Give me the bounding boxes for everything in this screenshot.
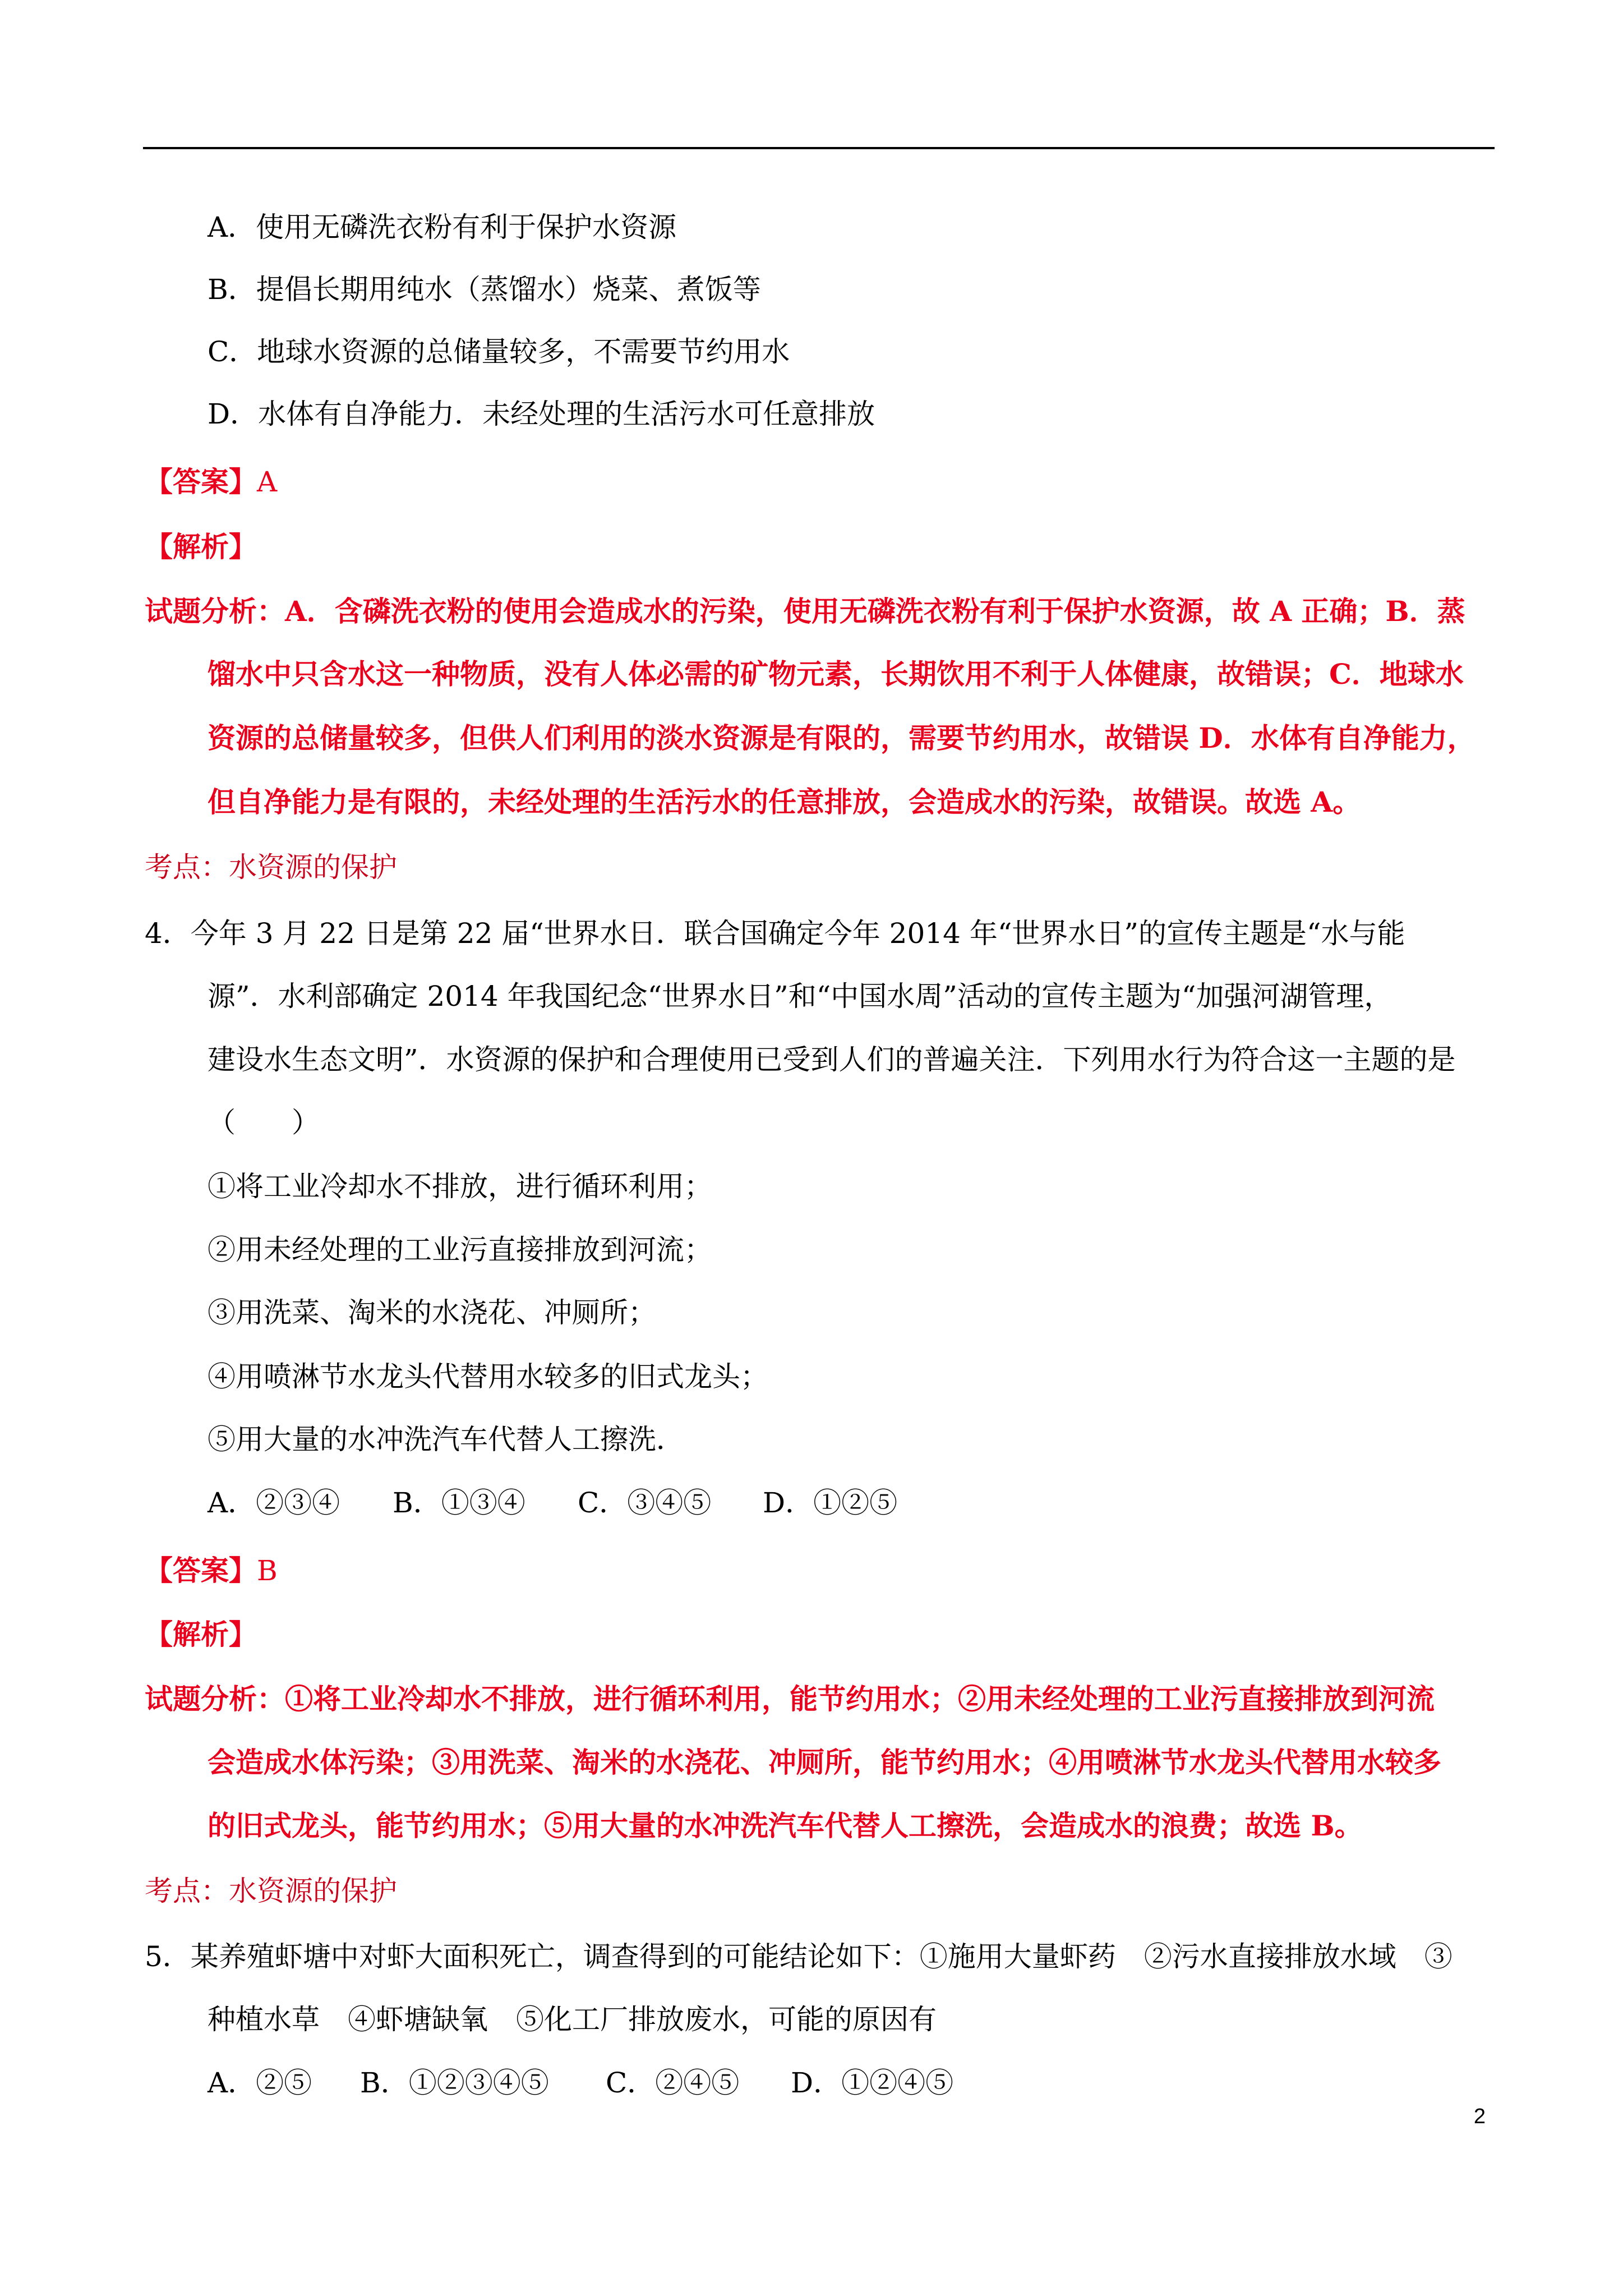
- q3-kaodian: 考点：水资源的保护: [145, 851, 397, 884]
- q4-stem-line: 4．今年 3 月 22 日是第 22 届“世界水日．联合国确定今年 2014 年“世界水日”的宣传主题是“水与能: [145, 917, 1405, 950]
- q4-choice-a: A．②③④: [208, 1487, 340, 1519]
- q4-choice-c: C．③④⑤: [578, 1487, 712, 1519]
- q3-analysis-line: 试题分析：A．含磷洗衣粉的使用会造成水的污染，使用无磷洗衣粉有利于保护水资源，故 A 正确；B．蒸: [145, 595, 1465, 628]
- q4-stem-line: （ ）: [208, 1106, 320, 1139]
- q4-choices: [208, 1486, 897, 1520]
- q3-analysis-line: 馏水中只含水这一种物质，没有人体必需的矿物元素，长期饮用不利于人体健康，故错误；C．地球水: [208, 657, 1464, 691]
- q5-stem-line: 种植水草 ④虾塘缺氧 ⑤化工厂排放废水，可能的原因有: [208, 2003, 937, 2036]
- q3-analysis-tag: 【解析】: [145, 530, 257, 563]
- q4-item: ①将工业冷却水不排放，进行循环利用；: [208, 1170, 712, 1203]
- q5-choice-b: B．①②③④⑤: [360, 2067, 549, 2099]
- q4-choice-d: D．①②⑤: [763, 1487, 898, 1519]
- q4-analysis-line: 会造成水体污染；③用洗菜、淘米的水浇花、冲厕所，能节约用水；④用喷淋节水龙头代替用水较多: [208, 1746, 1441, 1779]
- q4-analysis-line: 试题分析：①将工业冷却水不排放，进行循环利用，能节约用水；②用未经处理的工业污直接排放到河流: [145, 1682, 1435, 1715]
- q5-stem-line: 5．某养殖虾塘中对虾大面积死亡，调查得到的可能结论如下：①施用大量虾药 ②污水直接排放水域 ③: [145, 1940, 1453, 1973]
- answer-tag: 【答案】: [145, 465, 257, 498]
- answer-value: B: [257, 1554, 278, 1587]
- q4-stem-line: 建设水生态文明”．水资源的保护和合理使用已受到人们的普遍关注．下列用水行为符合这一主题的是: [208, 1043, 1456, 1076]
- q4-stem-line: 源”．水利部确定 2014 年我国纪念“世界水日”和“中国水周”活动的宣传主题为“加强河湖管理，: [208, 980, 1393, 1013]
- q5-choices: [208, 2066, 953, 2100]
- q4-item: ②用未经处理的工业污直接排放到河流；: [208, 1234, 712, 1266]
- q4-item: ⑤用大量的水冲洗汽车代替人工擦洗．: [208, 1423, 684, 1456]
- page-number: 2: [1473, 2105, 1486, 2128]
- q3-option-b: B．提倡长期用纯水（蒸馏水）烧菜、煮饭等: [208, 273, 761, 306]
- q4-analysis-line: 的旧式龙头，能节约用水；⑤用大量的水冲洗汽车代替人工擦洗，会造成水的浪费；故选 B。: [208, 1809, 1363, 1842]
- answer-value: A: [257, 466, 278, 498]
- header-rule: [143, 147, 1495, 149]
- q4-choice-b: B．①③④: [393, 1487, 525, 1519]
- q4-kaodian: 考点：水资源的保护: [145, 1875, 397, 1907]
- q3-analysis-line: 资源的总储量较多，但供人们利用的淡水资源是有限的，需要节约用水，故错误 D．水体有自净能力，: [208, 721, 1476, 754]
- q3-analysis-line: 但自净能力是有限的，未经处理的生活污水的任意排放，会造成水的污染，故错误。故选 A。: [208, 785, 1361, 818]
- q5-choice-a: A．②⑤: [208, 2067, 312, 2099]
- q4-answer: [145, 1554, 278, 1588]
- q3-option-c: C．地球水资源的总储量较多，不需要节约用水: [208, 335, 790, 368]
- answer-tag: 【答案】: [145, 1554, 257, 1587]
- q4-item: ④用喷淋节水龙头代替用水较多的旧式龙头；: [208, 1360, 768, 1393]
- q3-option-a: A．使用无磷洗衣粉有利于保护水资源: [208, 211, 677, 243]
- q3-option-d: D．水体有自净能力．未经处理的生活污水可任意排放: [208, 398, 875, 430]
- q5-choice-c: C．②④⑤: [606, 2067, 740, 2099]
- q3-answer: [145, 465, 277, 499]
- q5-choice-d: D．①②④⑤: [791, 2067, 954, 2099]
- q4-item: ③用洗菜、淘米的水浇花、冲厕所；: [208, 1296, 656, 1329]
- q4-analysis-tag: 【解析】: [145, 1618, 257, 1651]
